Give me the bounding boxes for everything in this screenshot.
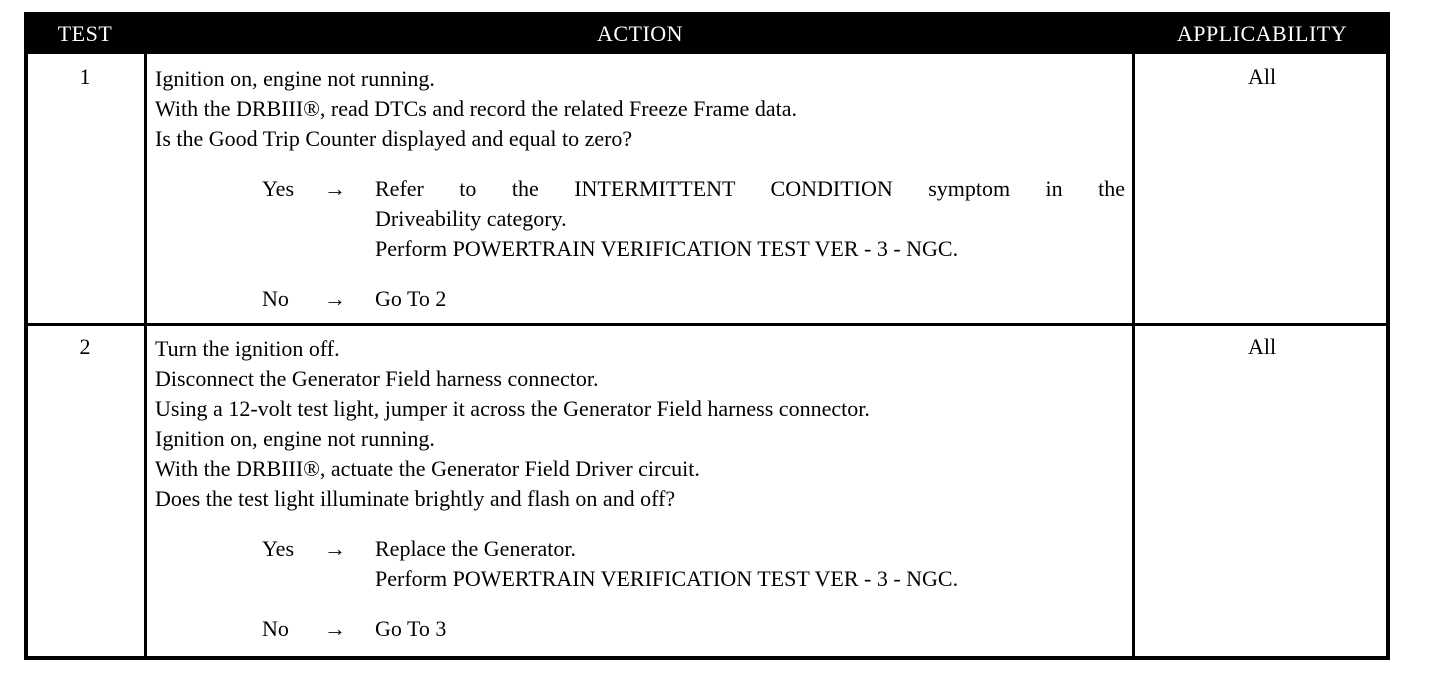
- arrow-icon: →: [324, 176, 346, 201]
- action-step: Ignition on, engine not running.: [155, 66, 435, 91]
- yes-line: Replace the Generator.: [375, 536, 576, 561]
- yes-label: Yes: [262, 176, 295, 201]
- applicability-value: All: [1247, 334, 1277, 359]
- action-step: Using a 12-volt test light, jumper it across the Generator Field harness connector.: [155, 396, 870, 421]
- action-step: Is the Good Trip Counter displayed and equal to zero?: [155, 126, 633, 151]
- table-header: [24, 12, 1390, 54]
- yes-line: Perform POWERTRAIN VERIFICATION TEST VER - 3 - NGC.: [375, 236, 959, 261]
- diagnostic-table: [24, 12, 1390, 660]
- action-steps: [155, 64, 797, 154]
- yes-line: Perform POWERTRAIN VERIFICATION TEST VER - 3 - NGC.: [375, 566, 959, 591]
- header-applicability: APPLICABILITY: [1176, 21, 1348, 46]
- yes-result: [24, 534, 1132, 594]
- header-action: ACTION: [596, 21, 684, 46]
- table-row: [24, 54, 1390, 324]
- action-step: Does the test light illuminate brightly and flash on and off?: [155, 486, 676, 511]
- action-step: Disconnect the Generator Field harness connector.: [155, 366, 599, 391]
- no-result: [24, 614, 1132, 644]
- arrow-icon: →: [324, 536, 346, 561]
- yes-label: Yes: [262, 536, 295, 561]
- no-result: [24, 284, 1132, 314]
- table-row: [24, 326, 1390, 656]
- yes-text: [375, 534, 958, 594]
- border-bottom: [24, 656, 1390, 660]
- action-steps: [155, 334, 870, 514]
- no-text: Go To 3: [375, 616, 447, 641]
- test-number: 1: [79, 64, 91, 89]
- yes-text: [375, 174, 1125, 264]
- test-number: 2: [79, 334, 91, 359]
- yes-result: [24, 174, 1132, 264]
- arrow-icon: →: [324, 286, 346, 311]
- action-step: With the DRBIII®, actuate the Generator Field Driver circuit.: [155, 456, 700, 481]
- action-step: Ignition on, engine not running.: [155, 426, 435, 451]
- yes-line: Driveability category.: [375, 206, 567, 231]
- arrow-icon: →: [324, 616, 346, 641]
- no-label: No: [262, 616, 289, 641]
- no-label: No: [262, 286, 289, 311]
- action-step: With the DRBIII®, read DTCs and record the related Freeze Frame data.: [155, 96, 797, 121]
- no-text: Go To 2: [375, 286, 447, 311]
- yes-line: Refer to the INTERMITTENT CONDITION symptom in the: [375, 176, 1125, 201]
- header-test: TEST: [57, 21, 113, 46]
- action-step: Turn the ignition off.: [155, 336, 340, 361]
- applicability-value: All: [1247, 64, 1277, 89]
